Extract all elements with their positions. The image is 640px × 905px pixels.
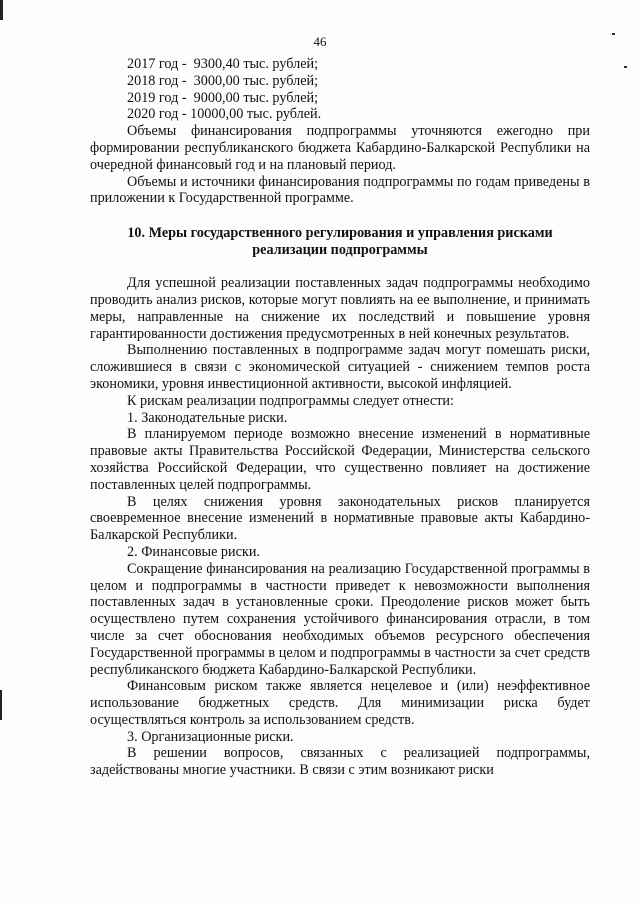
financing-row [90,106,590,123]
financing-by-year-list [90,56,590,123]
page-number: 46 [313,34,327,49]
paragraph: В планируемом периоде возможно внесение изменений в нормативные правовые акты Правительства Российской Федерации, Министерства сельского хозяйства Российской Федерации, что существенно повлияет на достижение поставленных целей подпрограммы. [90,426,590,493]
financing-year: 2017 год - [127,56,187,72]
financing-amount: 9300,40 тыс. рублей; [193,56,319,72]
financing-year: 2020 год - [127,106,187,123]
paragraph: Объемы и источники финансирования подпрограммы по годам приведены в приложении к Государственной программе. [90,173,590,207]
financing-year: 2019 год - [127,89,187,106]
section-heading [90,225,590,259]
paragraph: Для успешной реализации поставленных задач подпрограммы необходимо проводить анализ рисков, которые могут повлиять на ее выполнение, и принимать меры, направленные на снижение их последствий и повышение уровня гарантированности достижения предусмотренных в ней конечных результатов. [90,275,590,342]
risk-category-heading: 2. Финансовые риски. [127,543,260,560]
risk-category-heading: 3. Организационные риски. [127,728,294,745]
paragraph: Выполнению поставленных в подпрограмме задач могут помешать риски, сложившиеся в связи с экономической ситуацией - снижением темпов роста экономики, уровня инвестиционной активности, высокой инфляцией. [90,342,590,392]
scan-edge-mark [0,0,3,20]
section-heading-line: 10. Меры государственного регулирования и управления рисками [127,225,553,242]
scan-edge-mark [0,690,2,720]
paragraph: Объемы финансирования подпрограммы уточняются ежегодно при формировании республиканского бюджета Кабардино-Балкарской Республики на очередной финансовый год и на плановый период. [90,123,590,173]
financing-amount: 3000,00 тыс. рублей; [193,72,319,89]
document-body [90,56,590,779]
financing-row [90,56,590,73]
paragraph: Финансовым риском также является нецелевое и (или) неэффективное использование бюджетных средств. Для минимизации риска будет осуществляться контроль за использованием средств. [90,678,590,728]
section-heading-line: реализации подпрограммы [252,242,428,259]
financing-row [90,90,590,107]
financing-year: 2018 год - [127,72,187,89]
financing-amount: 10000,00 тыс. рублей. [190,106,322,123]
scan-dot-mark [624,66,627,68]
financing-row [90,73,590,90]
risk-category-heading: 1. Законодательные риски. [127,409,288,426]
paragraph: В решении вопросов, связанных с реализацией подпрограммы, задействованы многие участники. В связи с этим возникают риски [90,745,590,779]
financing-amount: 9000,00 тыс. рублей; [193,89,319,106]
paragraph: В целях снижения уровня законодательных рисков планируется своевременное внесение изменений в нормативные правовые акты Кабардино-Балкарской Республики. [90,493,590,544]
paragraph: Сокращение финансирования на реализацию Государственной программы в целом и подпрограммы в частности приведет к невозможности выполнения поставленных задач в установленные сроки. Преодоление рисков может быть осуществлено путем сохранения устойчивого финансирования отрасли, в том числе за счет обоснования необходимых объемов ресурсного обеспечения Государственной программы в целом и подпрограммы в частности за счет средств республиканского бюджета Кабардино-Балкарской Республики. [90,560,590,678]
paragraph: К рискам реализации подпрограммы следует отнести: [127,392,454,409]
